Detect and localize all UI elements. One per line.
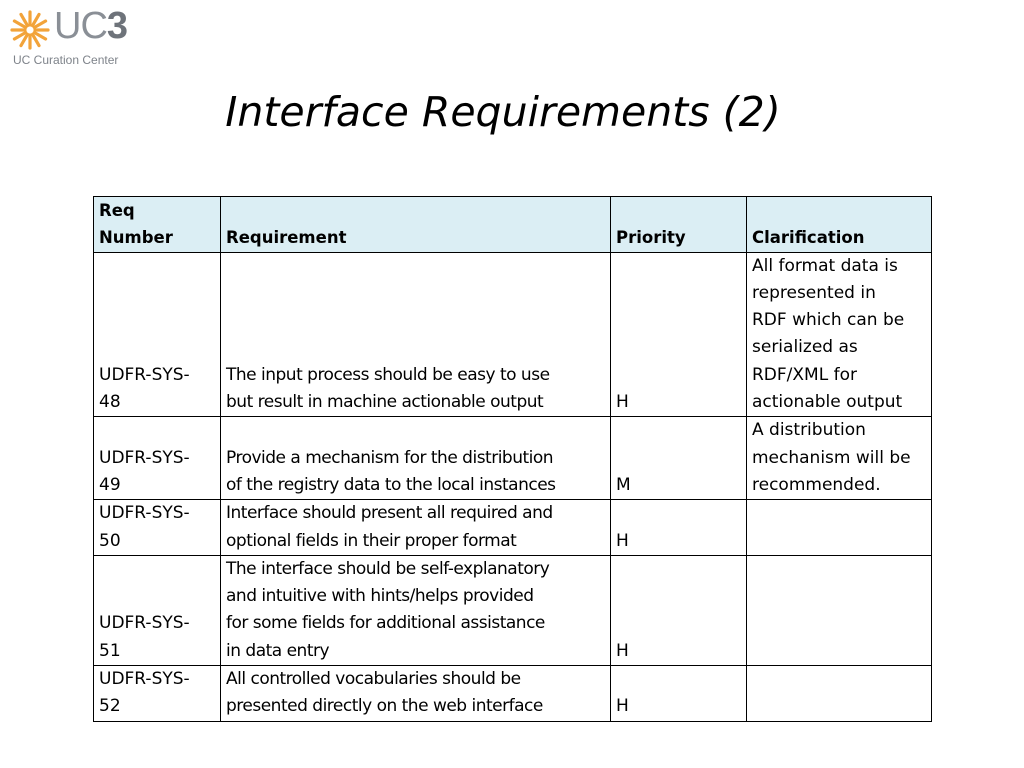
req-number-cell: [94, 500, 221, 556]
priority-cell: [611, 666, 747, 722]
clarification-cell-line: RDF/XML for: [752, 364, 857, 385]
header-requirement: [221, 197, 611, 253]
requirement-cell-line: but result in machine actionable output: [226, 392, 544, 413]
clarification-cell-line: actionable output: [752, 392, 903, 413]
priority-cell-value: H: [616, 640, 629, 661]
req-number-cell: [94, 666, 221, 722]
sunburst-logo-icon: [10, 10, 50, 50]
requirement-cell-line: All controlled vocabularies should be: [226, 669, 521, 690]
table-row: [94, 666, 932, 722]
req-number-cell-line: UDFR-SYS-: [99, 613, 190, 634]
clarification-cell-line: serialized as: [752, 337, 858, 358]
table-row: [94, 252, 932, 417]
req-number-cell-line: 50: [99, 530, 121, 551]
header-text: Number: [99, 228, 173, 248]
logo-wordmark-uc: UC: [54, 5, 107, 47]
clarification-cell-line: A distribution: [752, 420, 866, 441]
requirement-cell-line: for some fields for additional assistance: [226, 613, 545, 634]
clarification-cell: [747, 417, 932, 500]
requirement-cell: [221, 417, 611, 500]
logo-wordmark: [54, 4, 127, 48]
requirement-cell: [221, 500, 611, 556]
req-number-cell-line: UDFR-SYS-: [99, 364, 190, 385]
clarification-cell-line: RDF which can be: [752, 310, 905, 331]
slide-title: Interface Requirements (2): [225, 88, 781, 136]
requirement-cell: [221, 555, 611, 665]
req-number-cell: [94, 417, 221, 500]
req-number-cell-line: 49: [99, 474, 121, 495]
priority-cell: [611, 252, 747, 417]
req-number-cell-line: 48: [99, 392, 121, 413]
clarification-cell: [747, 252, 932, 417]
req-number-cell-line: UDFR-SYS-: [99, 669, 190, 690]
requirement-cell: [221, 252, 611, 417]
requirement-cell-line: The interface should be self-explanatory: [226, 558, 550, 579]
header-text: Req: [99, 201, 135, 220]
header-priority: [611, 197, 747, 253]
requirement-cell-line: The input process should be easy to use: [226, 364, 550, 385]
requirement-cell-line: in data entry: [226, 640, 330, 661]
requirement-cell-line: presented directly on the web interface: [226, 696, 543, 717]
logo-wordmark-3: 3: [106, 5, 128, 47]
priority-cell: [611, 500, 747, 556]
req-number-cell-line: UDFR-SYS-: [99, 503, 190, 524]
clarification-cell-line: recommended.: [752, 474, 881, 495]
header-text: Requirement: [226, 228, 347, 248]
requirement-cell-line: and intuitive with hints/helps provided: [226, 586, 534, 607]
req-number-cell-line: 51: [99, 640, 121, 661]
clarification-cell: [747, 666, 932, 722]
priority-cell-value: H: [616, 696, 629, 717]
priority-cell-value: H: [616, 530, 629, 551]
requirement-cell: [221, 666, 611, 722]
req-number-cell: [94, 555, 221, 665]
requirements-table: [93, 196, 932, 722]
logo-tagline: UC Curation Center: [13, 53, 119, 67]
priority-cell: [611, 417, 747, 500]
req-number-cell-line: 52: [99, 696, 121, 717]
table-header-row: [94, 197, 932, 253]
req-number-cell-line: UDFR-SYS-: [99, 447, 190, 468]
table-body: [94, 252, 932, 721]
header-req-number: [94, 197, 221, 253]
clarification-cell: [747, 555, 932, 665]
clarification-cell-line: mechanism will be: [752, 447, 911, 468]
priority-cell-value: M: [616, 474, 631, 495]
priority-cell: [611, 555, 747, 665]
header-text: Priority: [616, 228, 686, 248]
requirement-cell-line: optional fields in their proper format: [226, 530, 517, 551]
priority-cell-value: H: [616, 392, 629, 413]
table-row: [94, 555, 932, 665]
header-text: Clarification: [752, 228, 865, 248]
requirement-cell-line: Interface should present all required and: [226, 503, 553, 524]
clarification-cell: [747, 500, 932, 556]
requirement-cell-line: Provide a mechanism for the distribution: [226, 447, 554, 468]
requirement-cell-line: of the registry data to the local instances: [226, 474, 556, 495]
clarification-cell-line: All format data is: [752, 255, 898, 276]
clarification-cell-line: represented in: [752, 282, 876, 303]
uc3-logo: [10, 5, 160, 68]
header-clarification: [747, 197, 932, 253]
table-row: [94, 417, 932, 500]
req-number-cell: [94, 252, 221, 417]
table-row: [94, 500, 932, 556]
